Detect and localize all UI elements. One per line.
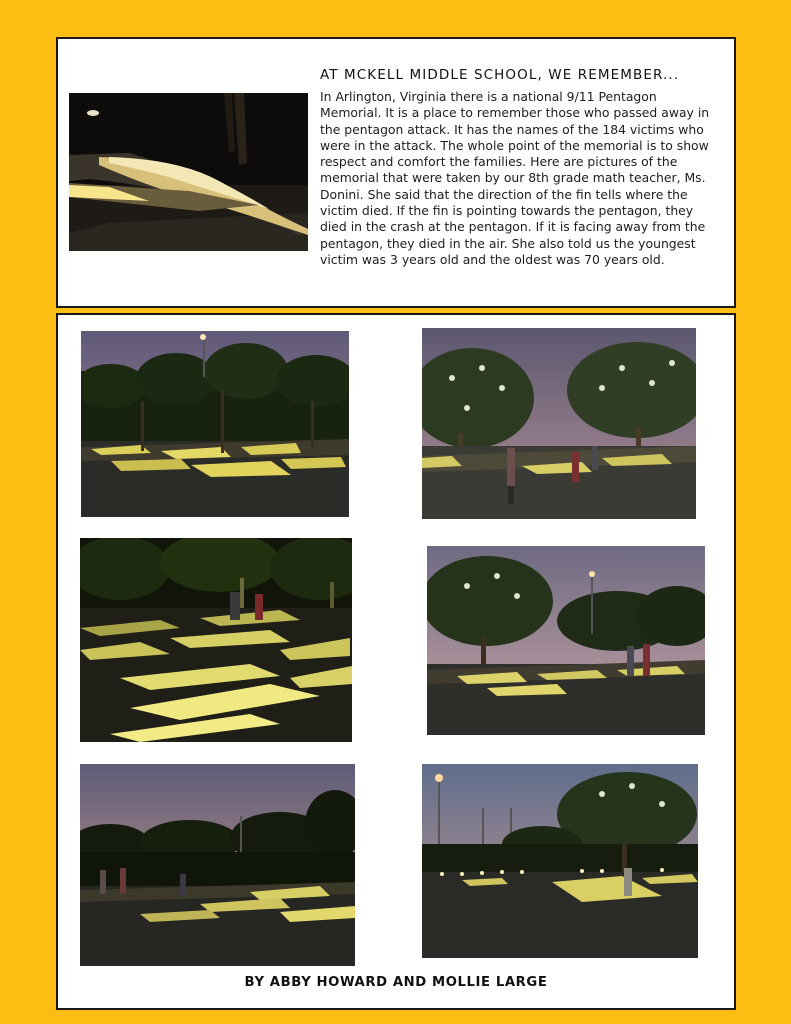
memorial-visitors-photo bbox=[422, 328, 696, 519]
memorial-lamplight-row-photo bbox=[422, 764, 698, 958]
article-header-panel bbox=[56, 37, 736, 308]
memorial-evening-lamp-photo bbox=[427, 546, 705, 735]
memorial-bench-closeup-photo bbox=[69, 93, 308, 251]
article-heading: AT MCKELL MIDDLE SCHOOL, WE REMEMBER... bbox=[320, 67, 680, 83]
memorial-dusk-photo bbox=[81, 331, 349, 517]
photo-gallery-panel bbox=[56, 313, 736, 1010]
article-body: In Arlington, Virginia there is a national 9/11 Pentagon Memorial. It is a place to remember those who passed away in the pentagon attack. It has the names of the 184 victims who were in the attack. The whole point of the memorial is to show respect and comfort the families. Here are pictures of the memorial that were taken by our 8th grade math teacher, Ms. Donini. She said that the direction of the fin tells where the victim died. If the fin is pointing towards the pentagon, they died in the crash at the pentagon. If it is facing away from the pentagon, they died in the air. She also told us the youngest victim was 3 years old and the oldest was 70 years old. bbox=[320, 89, 710, 267]
memorial-night-fins-photo bbox=[80, 538, 352, 742]
memorial-twilight-photo bbox=[80, 764, 355, 966]
byline: BY ABBY HOWARD AND MOLLIE LARGE bbox=[244, 975, 548, 990]
